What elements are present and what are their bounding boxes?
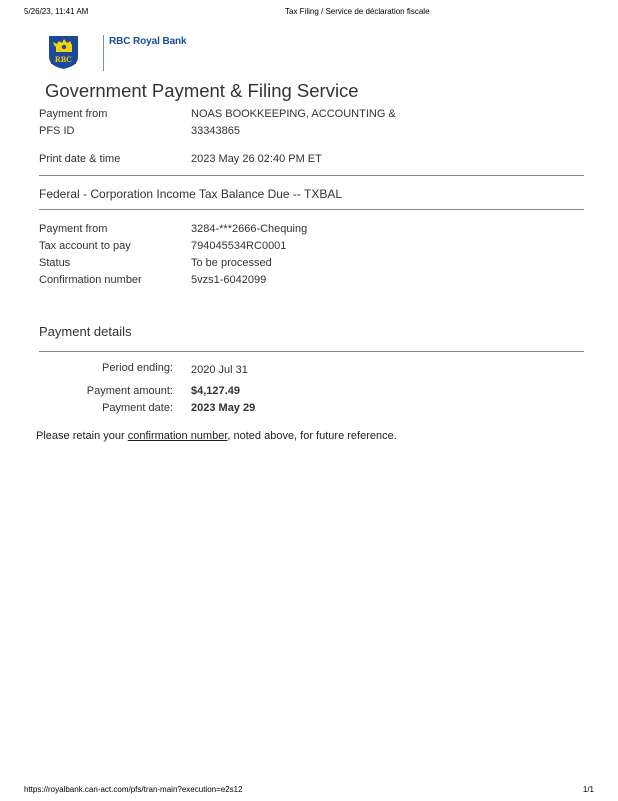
logo-divider: [103, 35, 104, 71]
info-label: Status: [39, 257, 71, 269]
info-value: 3284-***2666-Chequing: [191, 223, 308, 235]
tax-program: Corporation Income Tax Balance Due -- TXBAL: [90, 187, 343, 201]
print-page-title: Tax Filing / Service de déclaration fiscale: [285, 7, 430, 16]
payment-amount-label: Payment amount:: [86, 385, 173, 397]
summary-value: 2023 May 26 02:40 PM ET: [191, 153, 322, 165]
period-ending-value: 2020 Jul 31: [191, 364, 248, 376]
retain-note: [36, 430, 397, 442]
period-ending-label: Period ending:: [102, 362, 173, 374]
page-number: 1/1: [582, 785, 594, 794]
rbc-shield-icon: [48, 35, 79, 70]
summary-value: 33343865: [191, 125, 240, 137]
note-text: Please retain your: [36, 430, 128, 442]
info-label: Confirmation number: [39, 274, 142, 286]
confirmation-number: 5vzs1-6042099: [191, 274, 267, 286]
payment-amount-value: $4,127.49: [191, 385, 240, 397]
divider: [39, 351, 584, 352]
payment-date-value: 2023 May 29: [191, 402, 256, 414]
print-header: [24, 7, 594, 19]
print-url: https://royalbank.can-act.com/pfs/tran-main?execution=e2s12: [24, 785, 243, 794]
tax-type-title: [39, 187, 342, 201]
info-label: Tax account to pay: [39, 240, 131, 252]
status-value: To be processed: [191, 257, 272, 269]
page-title: Government Payment & Filing Service: [45, 80, 359, 101]
payment-date-label: Payment date:: [102, 402, 173, 414]
note-text: , noted above, for future reference.: [227, 430, 397, 442]
tax-level: Federal: [39, 187, 80, 201]
info-value: 794045534RC0001: [191, 240, 287, 252]
divider: [39, 175, 584, 176]
brand-name: RBC Royal Bank: [109, 36, 187, 47]
summary-label: Print date & time: [39, 153, 121, 165]
info-label: Payment from: [39, 223, 108, 235]
title-separator: -: [79, 187, 91, 201]
confirmation-number-link[interactable]: confirmation number: [127, 430, 228, 442]
print-timestamp: 5/26/23, 11:41 AM: [24, 7, 89, 16]
divider: [39, 209, 584, 210]
summary-label: PFS ID: [39, 125, 75, 137]
print-footer: [24, 785, 594, 797]
summary-label: Payment from: [39, 108, 108, 120]
summary-value: NOAS BOOKKEEPING, ACCOUNTING &: [191, 108, 396, 120]
payment-details-heading: Payment details: [39, 324, 132, 339]
shield-text: RBC: [55, 55, 72, 64]
